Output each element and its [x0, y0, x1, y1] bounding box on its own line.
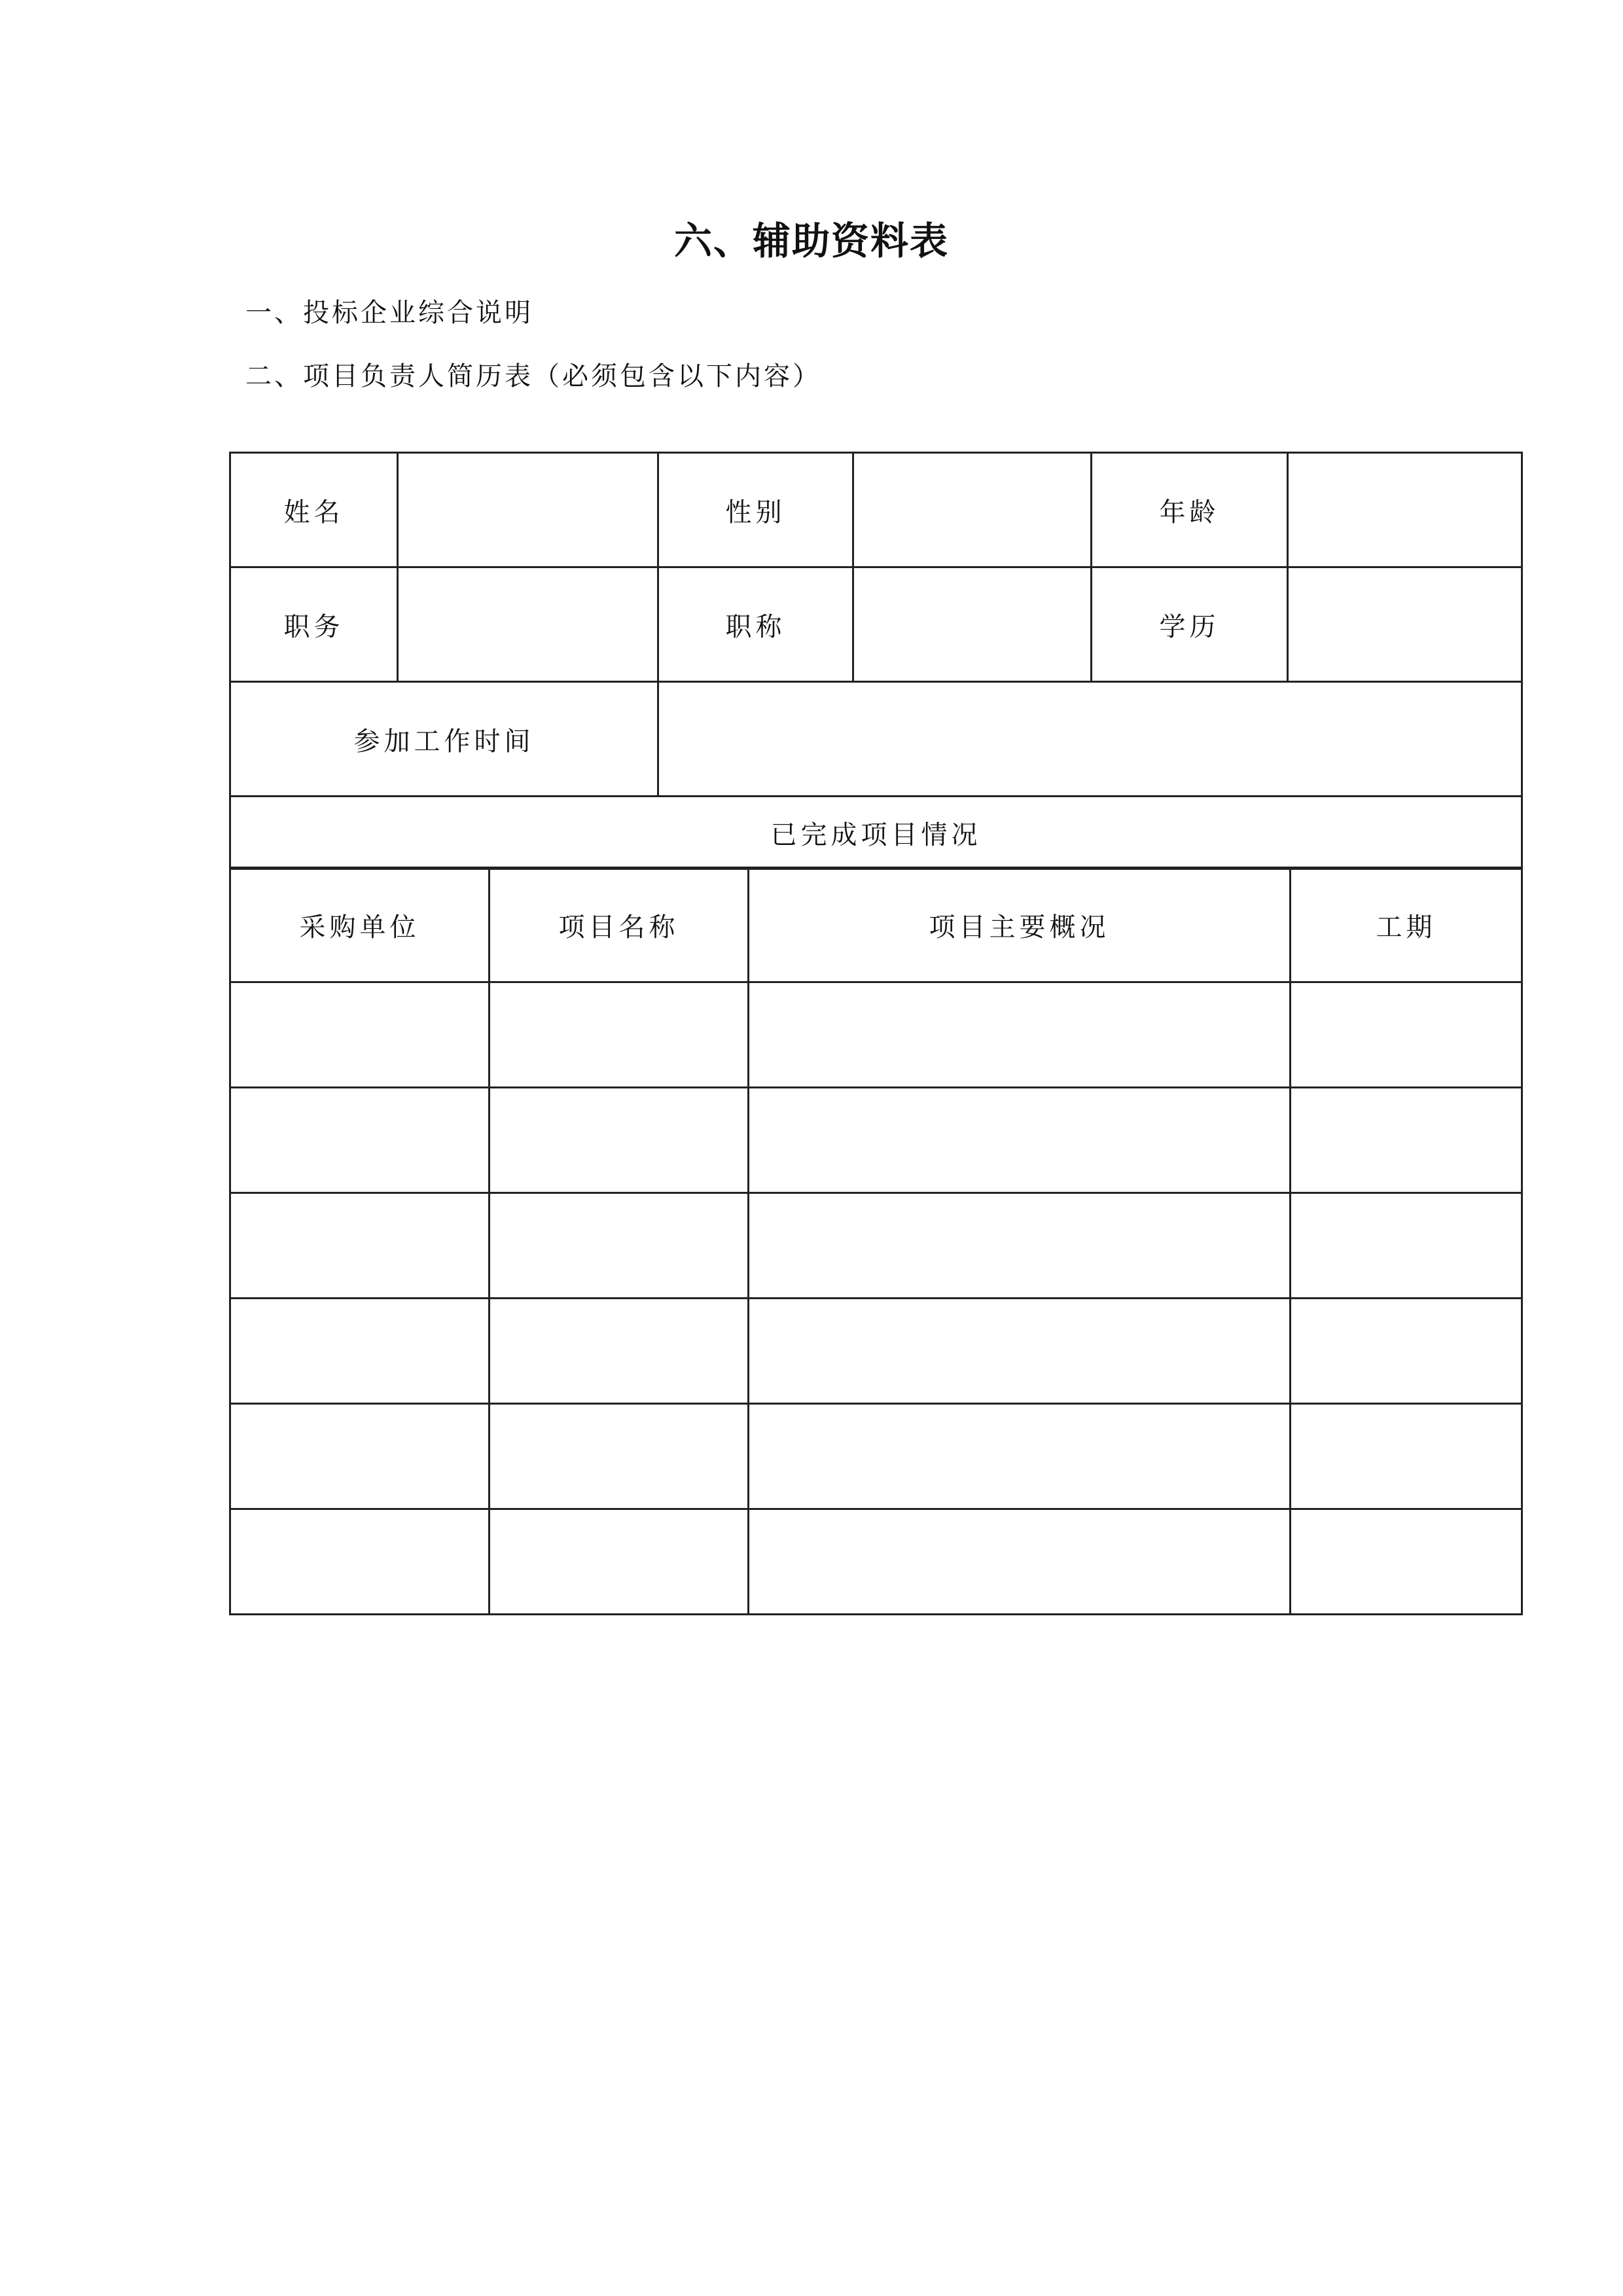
purchaser-cell[interactable] [230, 982, 490, 1088]
table-row [230, 982, 1522, 1088]
column-header-purchaser: 采购单位 [230, 868, 490, 982]
duration-cell[interactable] [1291, 1509, 1522, 1615]
age-label: 年龄 [1092, 453, 1288, 567]
column-header-project-overview: 项目主要概况 [749, 868, 1291, 982]
resume-row-basic [230, 453, 1522, 567]
table-row [230, 1088, 1522, 1193]
project-name-cell[interactable] [490, 1193, 749, 1299]
education-label: 学历 [1092, 567, 1288, 682]
purchaser-cell[interactable] [230, 1193, 490, 1299]
education-field[interactable] [1288, 567, 1522, 682]
project-overview-cell[interactable] [749, 1404, 1291, 1509]
age-field[interactable] [1288, 453, 1522, 567]
column-header-project-name: 项目名称 [490, 868, 749, 982]
purchaser-cell[interactable] [230, 1509, 490, 1615]
professional-title-field[interactable] [853, 567, 1092, 682]
worktime-label: 参加工作时间 [230, 682, 658, 797]
resume-table [229, 452, 1523, 870]
project-name-cell[interactable] [490, 1404, 749, 1509]
project-overview-cell[interactable] [749, 982, 1291, 1088]
duration-cell[interactable] [1291, 1088, 1522, 1193]
duration-cell[interactable] [1291, 1404, 1522, 1509]
name-field[interactable] [398, 453, 658, 567]
position-label: 职务 [230, 567, 398, 682]
table-header-row [230, 868, 1522, 982]
completed-projects-heading: 已完成项目情况 [230, 797, 1522, 869]
project-overview-cell[interactable] [749, 1193, 1291, 1299]
project-overview-cell[interactable] [749, 1088, 1291, 1193]
resume-row-worktime [230, 682, 1522, 797]
table-row [230, 1193, 1522, 1299]
section-company-description: 一、投标企业综合说明 [245, 298, 533, 328]
duration-cell[interactable] [1291, 1193, 1522, 1299]
project-overview-cell[interactable] [749, 1299, 1291, 1404]
professional-title-label: 职称 [658, 567, 853, 682]
purchaser-cell[interactable] [230, 1088, 490, 1193]
worktime-field[interactable] [658, 682, 1522, 797]
project-name-cell[interactable] [490, 1509, 749, 1615]
duration-cell[interactable] [1291, 982, 1522, 1088]
project-name-cell[interactable] [490, 1299, 749, 1404]
table-row [230, 1299, 1522, 1404]
project-overview-cell[interactable] [749, 1509, 1291, 1615]
gender-label: 性别 [658, 453, 853, 567]
name-label: 姓名 [230, 453, 398, 567]
project-name-cell[interactable] [490, 1088, 749, 1193]
column-header-duration: 工期 [1291, 868, 1522, 982]
purchaser-cell[interactable] [230, 1404, 490, 1509]
page-title: 六、辅助资料表 [673, 219, 949, 263]
project-name-cell[interactable] [490, 982, 749, 1088]
completed-projects-heading-row [230, 797, 1522, 869]
resume-row-career [230, 567, 1522, 682]
section-manager-resume: 二、项目负责人简历表（必须包含以下内容） [245, 361, 821, 391]
completed-projects-table [229, 867, 1523, 1615]
duration-cell[interactable] [1291, 1299, 1522, 1404]
table-row [230, 1509, 1522, 1615]
table-row [230, 1404, 1522, 1509]
position-field[interactable] [398, 567, 658, 682]
gender-field[interactable] [853, 453, 1092, 567]
purchaser-cell[interactable] [230, 1299, 490, 1404]
